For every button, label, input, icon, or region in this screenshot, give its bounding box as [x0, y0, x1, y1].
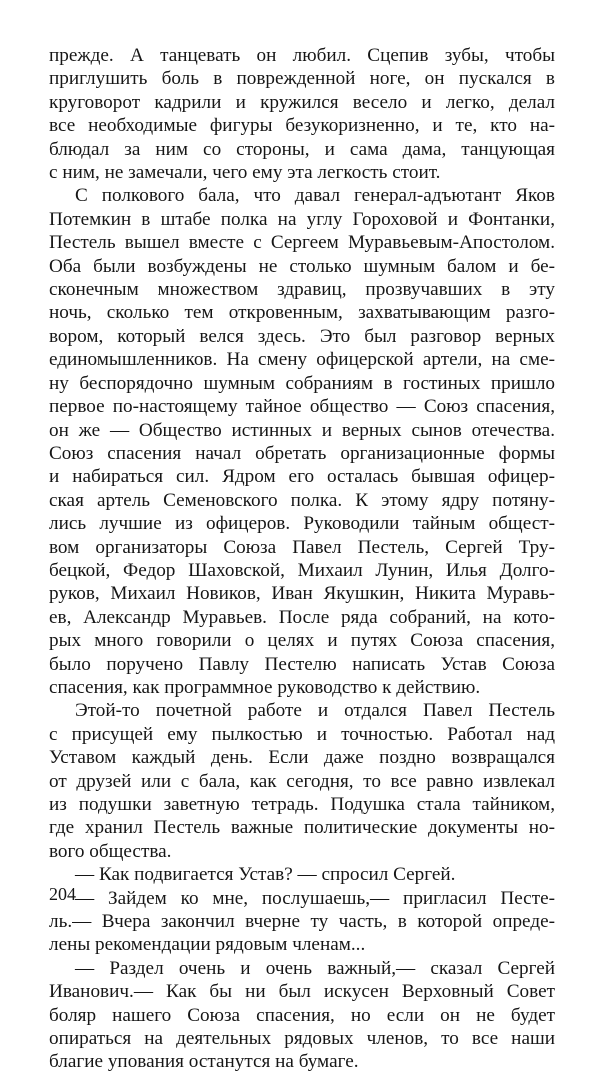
text-line: где хранил Пестель важные политические документы но-: [49, 817, 555, 839]
page-text: [49, 44, 555, 1074]
text-line: он же — Общество истинных и верных сынов отечества.: [49, 419, 555, 441]
page-number: 204: [49, 884, 76, 904]
text-line: было поручено Павлу Пестелю написать Устав Союза: [49, 653, 555, 675]
text-line: С полкового бала, что давал генерал-адъютант Яков: [75, 185, 555, 207]
text-line: прежде. А танцевать он любил. Сцепив зубы, чтобы: [49, 45, 555, 66]
text-line: все необходимые фигуры безукоризненно, и те, кто на-: [49, 115, 555, 137]
text-line: вом организаторы Союза Павел Пестель, Сергей Тру-: [49, 536, 555, 558]
text-line: Уставом каждый день. Если даже поздно возвращался: [49, 747, 555, 769]
text-line: рых много говорили о целях и путях Союза спасения,: [49, 630, 555, 652]
text-line: — Раздел очень и очень важный,— сказал Сергей: [75, 957, 555, 979]
text-line: ночь, сколько тем откровенным, захватывающим разго-: [49, 302, 555, 324]
text-line: единомышленников. На смену офицерской артели, на сме-: [49, 349, 555, 371]
text-line: Потемкин в штабе полка на углу Гороховой и Фонтанки,: [49, 208, 555, 230]
text-line: Оба были возбуждены не столько шумным балом и бе-: [49, 255, 555, 277]
text-line: бецкой, Федор Шаховской, Михаил Лунин, Илья Долго-: [49, 559, 555, 581]
text-line: Пестель вышел вместе с Сергеем Муравьевым-Апостолом.: [49, 232, 555, 254]
paragraph: [49, 44, 555, 184]
text-line: спасения, как программное руководство к действию.: [49, 676, 481, 698]
text-line: Иванович.— Как бы ни был искусен Верховный Совет: [49, 981, 555, 1003]
text-line: лены рекомендации рядовым членам...: [49, 934, 366, 956]
text-line: приглушить боль в поврежденной ноге, он пускался в: [49, 68, 555, 90]
text-line: с присущей ему пылкостью и точностью. Работал над: [49, 723, 555, 745]
text-line: — Зайдем ко мне, послушаешь,— пригласил Песте-: [75, 887, 555, 909]
text-line: круговорот кадрили и кружился весело и легко, делал: [49, 91, 555, 113]
text-line: блюдал за ним со стороны, и сама дама, танцующая: [49, 138, 555, 160]
text-line: с ним, не замечали, чего ему эта легкость стоит.: [49, 162, 441, 184]
text-line: боляр нашего Союза спасения, но если он не будет: [49, 1004, 555, 1026]
text-line: опираться на деятельных рядовых членов, то все наши: [49, 1028, 555, 1050]
text-line: от друзей или с бала, как сегодня, то все равно извлекал: [49, 770, 555, 792]
text-line: Союз спасения начал обретать организационные формы: [49, 442, 555, 464]
text-line: сконечным множеством здравиц, прозвучавших в эту: [49, 279, 555, 301]
text-line: Этой-то почетной работе и отдался Павел Пестель: [75, 700, 555, 722]
text-line: первое по-настоящему тайное общество — Союз спасения,: [49, 396, 555, 418]
paragraph: [49, 184, 555, 699]
paragraph: [49, 699, 555, 863]
text-line: — Как подвигается Устав? — спросил Сергей.: [75, 864, 456, 886]
text-line: вором, который велся здесь. Это был разговор верных: [49, 325, 555, 347]
text-line: ль.— Вчера закончил вчерне ту часть, в которой опреде-: [49, 911, 555, 933]
paragraph: [49, 863, 555, 886]
text-line: ская артель Семеновского полка. К этому ядру потяну-: [49, 489, 555, 511]
text-line: руков, Михаил Новиков, Иван Якушкин, Никита Муравь-: [49, 583, 555, 605]
text-line: лись лучшие из офицеров. Руководили тайным общест-: [49, 513, 555, 535]
paragraph: [49, 957, 555, 1074]
text-line: ев, Александр Муравьев. После ряда собраний, на кото-: [49, 606, 555, 628]
text-line: и набираться сил. Ядром его осталась бывшая офицер-: [49, 466, 555, 488]
paragraph: [49, 887, 555, 957]
text-line: ну беспорядочно шумным собраниям в гостиных пришло: [49, 372, 555, 394]
text-line: из подушки заветную тетрадь. Подушка стала тайником,: [49, 794, 555, 815]
text-line: благие упования останутся на бумаге.: [49, 1051, 359, 1073]
text-line: вого общества.: [49, 840, 172, 862]
